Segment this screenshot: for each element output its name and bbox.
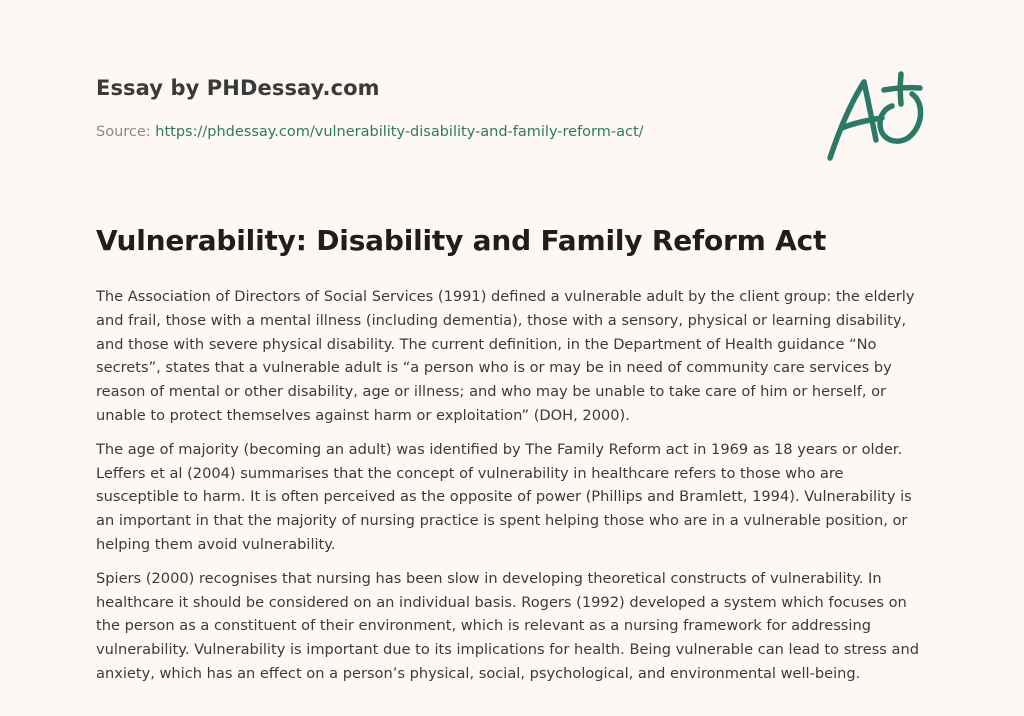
site-header	[96, 76, 380, 100]
source-label: Source:	[96, 124, 151, 140]
article-body	[96, 285, 926, 696]
paragraph: Spiers (2000) recognises that nursing has been slow in developing theoretical constructs of vulnerability. In healthcare it should be considered on an individual basis. Rogers (1992) developed a system which focuses on the person as a constituent of their environment, which is relevant as a nursing framework for addressing vulnerability. Vulnerability is important due to its implications for health. Being vulnerable can lead to stress and anxiety, which has an effect on a person’s physical, social, psychological, and environmental well-being.	[96, 569, 919, 682]
a-plus-logo-icon	[820, 68, 930, 164]
source-link[interactable]: https://phdessay.com/vulnerability-disability-and-family-reform-act/	[155, 124, 644, 140]
page-title: Vulnerability: Disability and Family Reform Act	[96, 224, 827, 257]
paragraph: The age of majority (becoming an adult) was identified by The Family Reform act in 1969 as 18 years or older. Leffers et al (2004) summarises that the concept of vulnerability in healthcare refers to those who are susceptible to harm. It is often perceived as the opposite of power (Phillips and Bramlett, 1994). Vulnerability is an important in that the majority of nursing practice is spent helping those who are in a vulnerable position, or helping them avoid vulnerability.	[96, 440, 912, 553]
site-title: Essay by PHDessay.com	[96, 76, 380, 100]
paragraph: The Association of Directors of Social Services (1991) defined a vulnerable adult by the client group: the elderly and frail, those with a mental illness (including dementia), those with a sensory, physical or learning disability, and those with severe physical disability. The current definition, in the Department of Health guidance “No secrets”, states that a vulnerable adult is “a person who is or may be in need of community care services by reason of mental or other disability, age or illness; and who may be unable to take care of him or herself, or unable to protect themselves against harm or exploitation” (DOH, 2000).	[96, 288, 915, 424]
source-line	[96, 124, 644, 140]
